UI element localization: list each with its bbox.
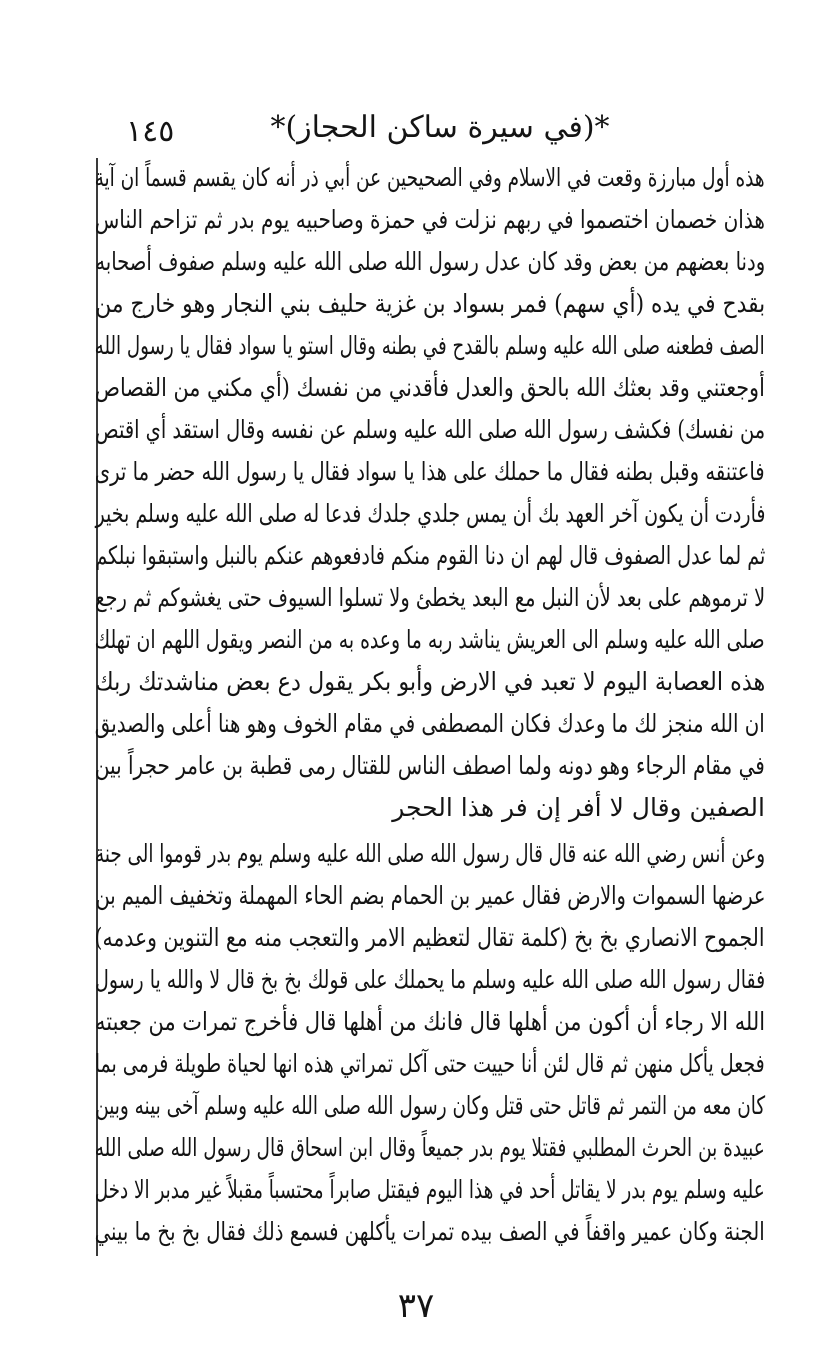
text-line-content: فاعتنقه وقبل بطنه فقال ما حملك على هذا يا سواد فقال يا رسول الله حضر ما ترى: [95, 457, 765, 486]
text-line: [95, 918, 765, 962]
text-line-content: صلى الله عليه وسلم الى العريش يناشد ربه ما وعده به من النصر ويقول اللهم ان تهلك: [95, 625, 765, 654]
text-line-content: فأردت أن يكون آخر العهد بك أن يمس جلدي جلدك فدعا له صلى الله عليه وسلم بخير: [95, 499, 765, 528]
text-line: [95, 368, 765, 412]
text-line: [95, 326, 765, 370]
text-line-content: الجموح الانصاري بخ بخ (كلمة تقال لتعظيم الامر والتعجب منه مع التنوين وعدمه): [94, 923, 765, 952]
text-line: [95, 620, 765, 664]
text-line: [95, 410, 765, 454]
text-block: [95, 158, 765, 1258]
text-line-content: وعن أنس رضي الله عنه قال قال رسول الله صلى الله عليه وسلم يوم بدر قوموا الى جنة: [95, 839, 765, 868]
text-line-content: بقدح في يده (أي سهم) فمر بسواد بن غزية حليف بني النجار وهو خارج من: [95, 289, 765, 318]
folio-bottom: ٣٧: [397, 1286, 435, 1326]
text-line: [95, 960, 765, 1004]
text-line: [95, 242, 765, 286]
text-line: [95, 1212, 765, 1256]
text-line-content: هذان خصمان اختصموا في ربهم نزلت في حمزة وصاحبيه يوم بدر ثم تزاحم الناس: [94, 205, 765, 234]
text-line: [95, 704, 765, 748]
text-line-content: لا ترموهم على بعد لأن النبل مع البعد يخطئ ولا تسلوا السيوف حتى يغشوكم ثم رجع: [95, 583, 765, 612]
text-line-content: ان الله منجز لك ما وعدك فكان المصطفى في مقام الخوف وهو هنا أعلى والصديق: [95, 709, 765, 738]
text-line-content: عبيدة بن الحرث المطلبي فقتلا يوم بدر جميعاً وقال ابن اسحاق قال رسول الله صلى الله: [95, 1133, 765, 1162]
text-line: [95, 578, 765, 622]
text-line-content: من نفسك) فكشف رسول الله صلى الله عليه وسلم عن نفسه وقال استقد أي اقتص: [94, 415, 765, 444]
text-line: [95, 1002, 765, 1046]
text-line-content: هذه أول مبارزة وقعت في الاسلام وفي الصحيحين عن أبي ذر أنه كان يقسم قسماً ان آية: [95, 163, 765, 192]
text-line: [95, 158, 765, 202]
text-line: [95, 536, 765, 580]
text-line: [95, 834, 765, 878]
text-line-content: الصفين وقال لا أفر إن فر هذا الحجر: [392, 793, 765, 822]
text-line-content: الجنة وكان عمير واقفاً في الصف بيده تمرات يأكلهن فسمع ذلك فقال بخ بخ ما بيني: [94, 1217, 765, 1246]
text-line: [95, 284, 765, 328]
text-line: [95, 1086, 765, 1130]
text-line: [95, 452, 765, 496]
text-line: [95, 1170, 765, 1214]
text-line-content: الله الا رجاء أن أكون من أهلها قال فانك من أهلها قال فأخرج تمرات من جعبته: [95, 1007, 765, 1036]
text-line-content: عليه وسلم يوم بدر لا يقاتل أحد في هذا اليوم فيقتل صابراً محتسباً مقبلاً غير مدبر الا دخل: [94, 1175, 765, 1204]
text-line-content: هذه العصابة اليوم لا تعبد في الارض وأبو بكر يقول دع بعض مناشدتك ربك: [94, 667, 765, 696]
text-line: [95, 1128, 765, 1172]
text-line: [95, 876, 765, 920]
text-line-content: فجعل يأكل منهن ثم قال لئن أنا حييت حتى آكل تمراتي هذه انها لحياة طويلة فرمى بما: [94, 1049, 765, 1078]
text-line: [95, 1044, 765, 1088]
text-line: [95, 494, 765, 538]
text-line: [95, 662, 765, 706]
running-title: *(في سيرة ساكن الحجاز)*: [270, 110, 610, 145]
text-line: [95, 200, 765, 244]
text-line-content: فقال رسول الله صلى الله عليه وسلم ما يحملك على قولك بخ بخ قال لا والله يا رسول: [95, 965, 765, 994]
text-line-content: ودنا بعضهم من بعض وقد كان عدل رسول الله صلى الله عليه وسلم صفوف أصحابه: [95, 247, 765, 276]
text-line: [95, 788, 765, 832]
page-header: [110, 108, 770, 158]
text-line-content: الصف فطعنه صلى الله عليه وسلم بالقدح في بطنه وقال استو يا سواد فقال يا رسول الله: [95, 331, 765, 360]
text-line-content: كان معه من التمر ثم قاتل حتى قتل وكان رسول الله صلى الله عليه وسلم آخى بينه وبين: [95, 1091, 765, 1120]
text-line-content: في مقام الرجاء وهو دونه ولما اصطف الناس للقتال رمى قطبة بن عامر حجراً بين: [95, 751, 765, 780]
page-number-top: ١٤٥: [126, 114, 175, 149]
text-line-content: عرضها السموات والارض فقال عمير بن الحمام بضم الحاء المهملة وتخفيف الميم بن: [95, 881, 765, 910]
text-line-content: أوجعتني وقد بعثك الله بالحق والعدل فأقدني من نفسك (أي مكني من القصاص: [94, 373, 765, 402]
text-line-content: ثم لما عدل الصفوف قال لهم ان دنا القوم منكم فادفعوهم عنكم بالنبل واستبقوا نبلكم: [94, 541, 765, 570]
text-line: [95, 746, 765, 790]
